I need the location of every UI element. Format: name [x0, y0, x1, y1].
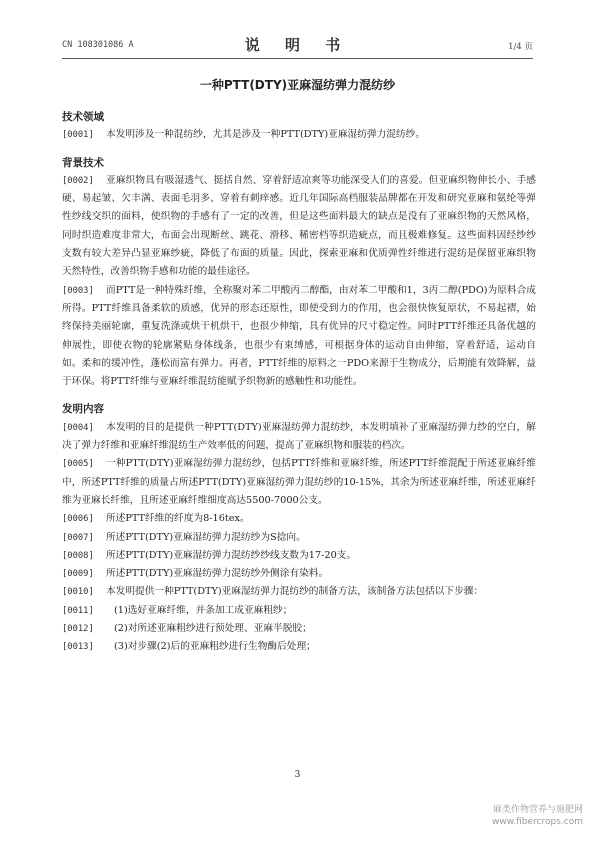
watermark-url: www.fibercrops.com — [492, 817, 583, 827]
document-title: 一种PTT(DTY)亚麻湿纺弹力混纺纱 — [199, 78, 396, 92]
paragraph-text: 所述PTT(DTY)亚麻湿纺弹力混纺纱为S捻向。 — [106, 531, 306, 543]
watermark — [492, 804, 583, 828]
paragraph-text: 本发明涉及一种混纺纱，尤其是涉及一种PTT(DTY)亚麻湿纺弹力混纺纱。 — [106, 129, 426, 141]
paragraph-number: [0013] — [62, 642, 94, 653]
section-heading-technical-field: 技术领域 — [62, 111, 104, 123]
watermark-title: 麻类作物营养与施肥网 — [492, 805, 583, 815]
paragraph-text: 所述PTT纤维的纤度为8-16tex。 — [106, 513, 250, 525]
paragraph-number: [0003] — [62, 285, 94, 296]
paragraph-text: 所述PTT(DTY)亚麻湿纺弹力混纺纱外侧涂有染料。 — [106, 568, 329, 580]
paragraph — [62, 529, 536, 547]
paragraph-number: [0004] — [62, 422, 94, 433]
paragraph-text: 本发明的目的是提供一种PTT(DTY)亚麻湿纺弹力混纺纱，本发明填补了亚麻湿纺弹力纱的空白，解决了弹力纤维和亚麻纤维混纺生产效率低的问题，提高了亚麻织物和服装的档次。 — [62, 421, 536, 452]
paragraph — [62, 282, 536, 392]
paragraph-number: [0010] — [62, 587, 94, 598]
paragraph-text: 所述PTT(DTY)亚麻湿纺弹力混纺纱纱线支数为17-20支。 — [106, 549, 357, 561]
document-number: CN 108301086 A — [62, 40, 134, 50]
paragraph — [62, 583, 536, 601]
step-paragraph — [62, 602, 536, 620]
document-type: 说 明 书 — [244, 36, 351, 54]
paragraph-number: [0005] — [62, 459, 94, 470]
paragraph — [62, 126, 536, 144]
paragraph-text: 亚麻织物具有吸湿透气、挺括自然、穿着舒适凉爽等功能深受人们的喜爱。但亚麻织物伸长小、手感硬、易起皱、欠丰满、表面毛羽多、穿着有刺痒感。近几年国际高档服装品牌都在开发和研究亚麻和氨纶等弹性纱线交织的面料，使织物的手感有了一定的改善，但是这些面料最大的缺点是没有了亚麻织物的天然风格，同时织造难度非常大，布面会出现断丝、跳花、滑移、稀密档等织造疵点，而且极难修复。这些面料因经纱纱支数有较大差异凸显亚麻纱疵，降低了布面的质量。因此，探索亚麻和优质弹性纤维进行混纺是保留亚麻织物天然特性，改善织物手感和功能的最佳途径。 — [62, 174, 536, 278]
paragraph-number: [0008] — [62, 550, 94, 561]
page-indicator: 1/4 页 — [508, 42, 533, 52]
paragraph — [62, 172, 536, 282]
paragraph-text: 一种PTT(DTY)亚麻湿纺弹力混纺纱，包括PTT纤维和亚麻纤维，所述PTT纤维混配于所述亚麻纤维中，所述PTT纤维的质量占所述PTT(DTY)亚麻湿纺弹力混纺纱的10-15%，其余为所述亚麻纤维，所述亚麻纤维为亚麻长纤维，且所述亚麻纤维细度高达5500-7000公支。 — [62, 458, 536, 506]
paragraph-number: [0001] — [62, 130, 94, 141]
paragraph — [62, 565, 536, 583]
paragraph-number: [0002] — [62, 175, 94, 186]
step-paragraph — [62, 620, 536, 638]
document-body — [62, 108, 536, 657]
header-rule — [62, 58, 533, 59]
paragraph-number: [0007] — [62, 532, 94, 543]
paragraph-text: (3)对步骤(2)后的亚麻粗纱进行生物酶后处理； — [114, 641, 316, 653]
paragraph-number: [0006] — [62, 514, 94, 525]
paragraph-number: [0012] — [62, 624, 94, 635]
paragraph — [62, 455, 536, 510]
paragraph-number: [0011] — [62, 605, 94, 616]
section-heading-invention: 发明内容 — [62, 403, 104, 416]
step-paragraph — [62, 638, 536, 656]
paragraph — [62, 419, 536, 456]
paragraph — [62, 510, 536, 528]
paragraph — [62, 547, 536, 565]
page-header — [62, 38, 533, 56]
section-heading-background: 背景技术 — [62, 156, 104, 169]
page-number: 3 — [294, 770, 301, 780]
paragraph-text: 而PTT是一种特殊纤维，全称聚对苯二甲酸丙二醇酯，由对苯二甲酸和1，3丙二醇(PDO)为原料合成所得。PTT纤维具备柔软的质感，优异的形态还原性，即使受到力的作用，也会很快恢复原状，不易起褶，始终保持美丽轮廓，重复洗涤或烘干机烘干，也很少伸缩，具有优异的尺寸稳定性。同时PTT纤维还具备优越的伸展性，即使衣物的轮廓紧贴身体线条，也很少有束缚感，可根据身体的运动自由伸缩，穿着舒适，运动自如。柔和的缓冲性，蓬松而富有弹力。再者，PTT纤维的原料之一PDO来源于生物成分，后期能有效降解，益于环保。将PTT纤维与亚麻纤维混纺能赋予织物新的感触性和功能性。 — [62, 284, 536, 388]
paragraph-text: 本发明提供一种PTT(DTY)亚麻湿纺弹力混纺纱的制备方法，该制备方法包括以下步骤： — [106, 586, 484, 598]
paragraph-text: (2)对所述亚麻粗纱进行预处理、亚麻半脱胶； — [114, 623, 312, 635]
paragraph-text: (1)选好亚麻纤维，并条加工成亚麻粗纱； — [114, 604, 293, 616]
paragraph-number: [0009] — [62, 569, 94, 580]
